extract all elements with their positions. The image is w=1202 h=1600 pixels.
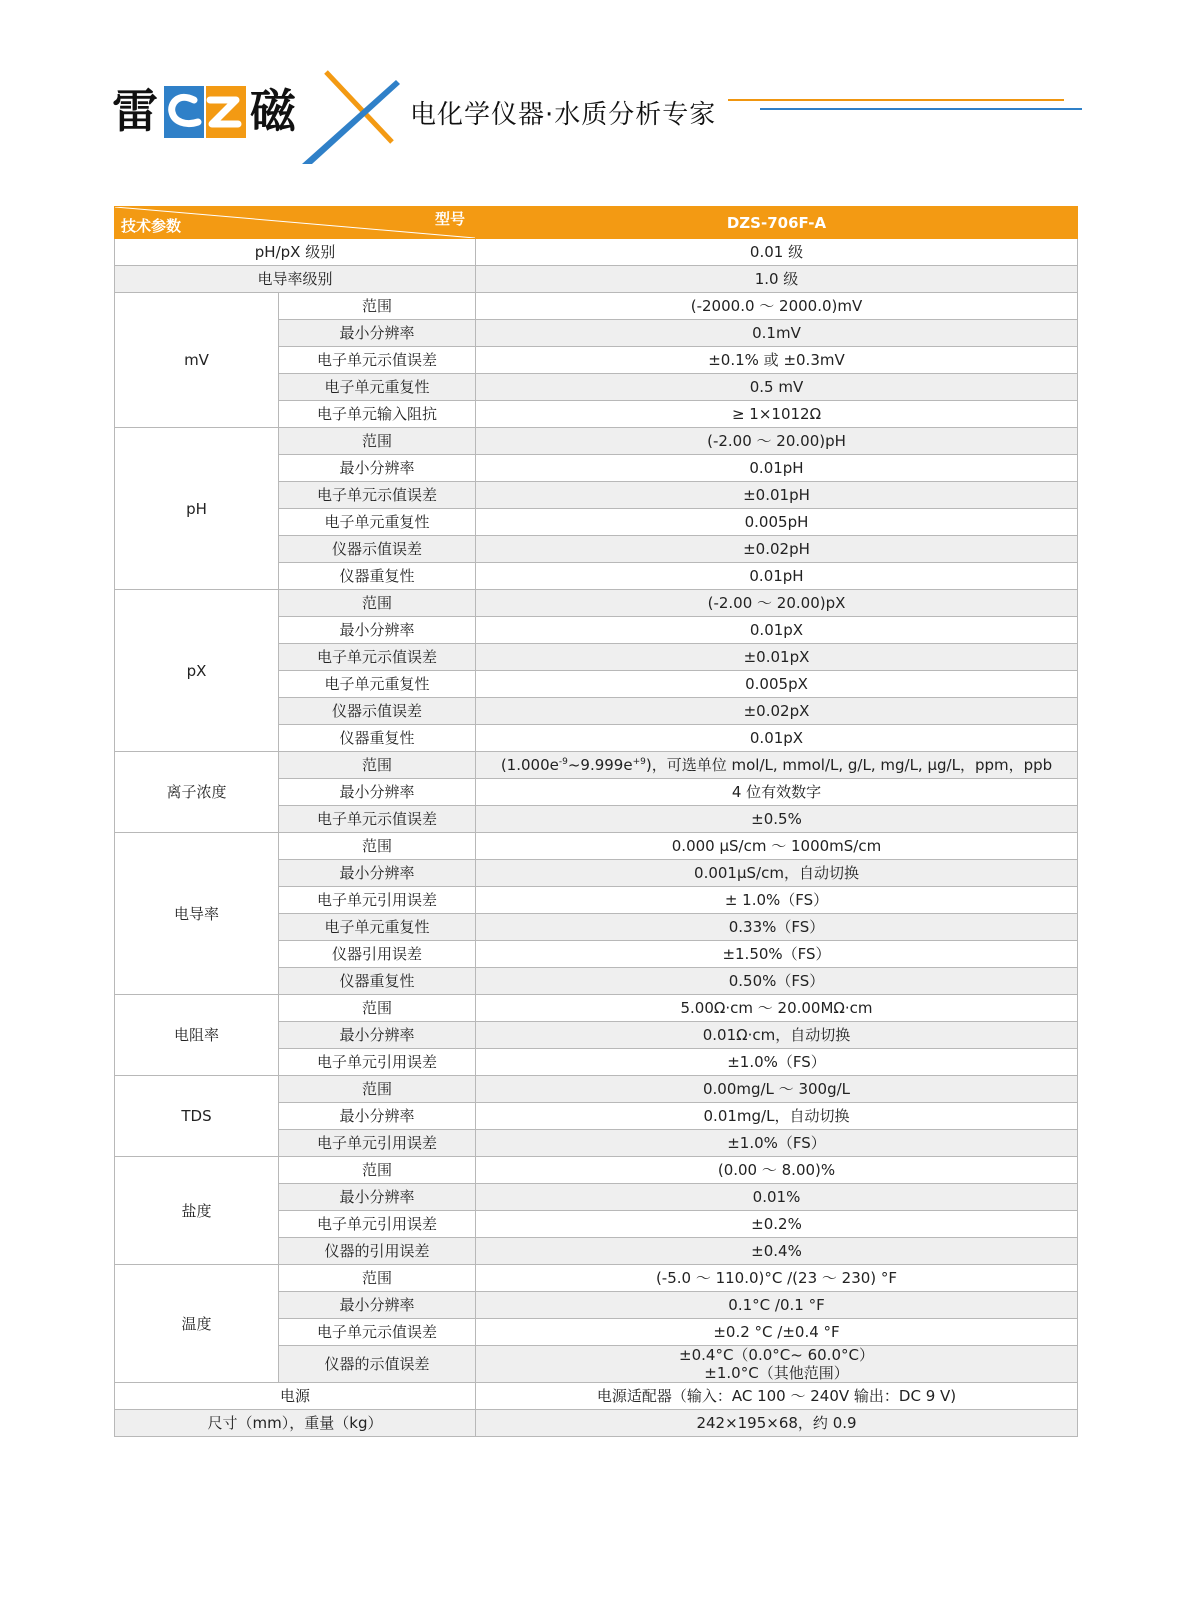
value-cell: 0.50%（FS）	[476, 968, 1078, 995]
value-cell: 0.01Ω·cm，自动切换	[476, 1022, 1078, 1049]
value-cell: 0.01pH	[476, 563, 1078, 590]
table-row	[115, 590, 1078, 617]
param-cell: 最小分辨率	[279, 860, 476, 887]
slogan: 电化学仪器·水质分析专家	[410, 100, 717, 130]
header-rule-blue	[760, 108, 1082, 110]
param-cell: 仪器重复性	[279, 563, 476, 590]
param-cell: 电子单元引用误差	[279, 1130, 476, 1157]
param-cell: 电子单元重复性	[279, 914, 476, 941]
param-cell: 仪器重复性	[279, 725, 476, 752]
param-cell: 最小分辨率	[279, 617, 476, 644]
param-cell: 仪器示值误差	[279, 698, 476, 725]
category-cell: TDS	[115, 1076, 279, 1157]
param-cell: 电子单元引用误差	[279, 887, 476, 914]
value-cell: (0.00 ～ 8.00)%	[476, 1157, 1078, 1184]
value-cell: 0.01pX	[476, 617, 1078, 644]
brand-char-left: 雷	[112, 84, 158, 138]
brand-logo-icon	[164, 86, 246, 138]
param-cell: 电源	[115, 1383, 476, 1410]
value-cell: ±0.2 °C /±0.4 °F	[476, 1319, 1078, 1346]
value-cell: ±0.1% 或 ±0.3mV	[476, 347, 1078, 374]
value-cell: 0.000 μS/cm ～ 1000mS/cm	[476, 833, 1078, 860]
value-cell: 0.33%（FS）	[476, 914, 1078, 941]
table-row	[115, 833, 1078, 860]
brand-cross-icon	[300, 68, 412, 166]
value-cell: 0.1mV	[476, 320, 1078, 347]
param-cell: 范围	[279, 1157, 476, 1184]
value-cell: 0.005pX	[476, 671, 1078, 698]
param-cell: 仪器的引用误差	[279, 1238, 476, 1265]
ion-range-exp-min: -9	[558, 757, 568, 767]
value-cell: ≥ 1×1012Ω	[476, 401, 1078, 428]
value-cell: ±0.02pX	[476, 698, 1078, 725]
table-row	[115, 752, 1078, 779]
param-cell: 范围	[279, 833, 476, 860]
value-cell: 0.00mg/L ～ 300g/L	[476, 1076, 1078, 1103]
ion-range-units: )，可选单位 mol/L, mmol/L, g/L, mg/L, μg/L，ppm，ppb	[645, 756, 1053, 774]
category-cell: mV	[115, 293, 279, 428]
param-cell: 范围	[279, 590, 476, 617]
value-cell: (-2.00 ～ 20.00)pH	[476, 428, 1078, 455]
value-cell: 242×195×68，约 0.9	[476, 1410, 1078, 1437]
param-cell: 最小分辨率	[279, 1184, 476, 1211]
header-corner-cell	[115, 207, 476, 239]
category-cell: pH	[115, 428, 279, 590]
category-cell: pX	[115, 590, 279, 752]
param-cell: 最小分辨率	[279, 1022, 476, 1049]
value-cell: 0.01pH	[476, 455, 1078, 482]
param-cell: 电子单元示值误差	[279, 482, 476, 509]
value-cell: (-2.00 ～ 20.00)pX	[476, 590, 1078, 617]
param-cell: 电子单元重复性	[279, 509, 476, 536]
value-cell: 0.01mg/L，自动切换	[476, 1103, 1078, 1130]
param-cell: 范围	[279, 752, 476, 779]
header-rule-orange	[728, 99, 1064, 101]
table-row	[115, 1265, 1078, 1292]
spec-table	[114, 206, 1078, 1437]
category-cell: 离子浓度	[115, 752, 279, 833]
param-cell: pH/pX 级别	[115, 239, 476, 266]
param-cell: 仪器示值误差	[279, 536, 476, 563]
category-cell: 温度	[115, 1265, 279, 1383]
table-row	[115, 266, 1078, 293]
value-cell: 0.01%	[476, 1184, 1078, 1211]
param-cell: 电子单元重复性	[279, 374, 476, 401]
brand-char-right: 磁	[250, 84, 296, 138]
value-cell: ±0.01pH	[476, 482, 1078, 509]
table-row	[115, 293, 1078, 320]
param-cell: 电子单元输入阻抗	[279, 401, 476, 428]
page-header	[0, 0, 1202, 180]
value-cell: ±0.2%	[476, 1211, 1078, 1238]
param-cell: 电子单元示值误差	[279, 1319, 476, 1346]
value-cell: (-5.0 ～ 110.0)°C /(23 ～ 230) °F	[476, 1265, 1078, 1292]
param-cell: 尺寸（mm），重量（kg）	[115, 1410, 476, 1437]
value-cell: 1.0 级	[476, 266, 1078, 293]
value-cell: 0.001μS/cm，自动切换	[476, 860, 1078, 887]
value-cell: ±0.01pX	[476, 644, 1078, 671]
value-cell	[476, 1346, 1078, 1383]
table-row	[115, 995, 1078, 1022]
value-cell: ±1.0%（FS）	[476, 1049, 1078, 1076]
category-cell: 盐度	[115, 1157, 279, 1265]
param-cell: 仪器重复性	[279, 968, 476, 995]
value-cell: ± 1.0%（FS）	[476, 887, 1078, 914]
param-cell: 电子单元示值误差	[279, 347, 476, 374]
table-row	[115, 1383, 1078, 1410]
value-cell: ±0.02pH	[476, 536, 1078, 563]
param-cell: 仪器引用误差	[279, 941, 476, 968]
param-cell: 范围	[279, 1265, 476, 1292]
param-cell: 最小分辨率	[279, 779, 476, 806]
param-cell: 仪器的示值误差	[279, 1346, 476, 1383]
param-cell: 最小分辨率	[279, 320, 476, 347]
ion-range-exp-max: +9	[632, 757, 646, 767]
param-cell: 电导率级别	[115, 266, 476, 293]
category-cell: 电导率	[115, 833, 279, 995]
value-cell: (-2000.0 ～ 2000.0)mV	[476, 293, 1078, 320]
param-cell: 电子单元重复性	[279, 671, 476, 698]
param-cell: 最小分辨率	[279, 455, 476, 482]
param-cell: 范围	[279, 428, 476, 455]
param-cell: 电子单元引用误差	[279, 1211, 476, 1238]
value-cell: 电源适配器（输入：AC 100 ～ 240V 输出：DC 9 V)	[476, 1383, 1078, 1410]
table-row	[115, 239, 1078, 266]
value-cell: 0.5 mV	[476, 374, 1078, 401]
value-cell: 0.01 级	[476, 239, 1078, 266]
param-cell: 电子单元示值误差	[279, 806, 476, 833]
value-cell: ±0.5%	[476, 806, 1078, 833]
table-row	[115, 1410, 1078, 1437]
temp-error-line-2: ±1.0°C（其他范围）	[704, 1364, 849, 1382]
param-cell: 范围	[279, 995, 476, 1022]
value-cell: ±1.50%（FS）	[476, 941, 1078, 968]
category-cell: 电阻率	[115, 995, 279, 1076]
table-header-row	[115, 207, 1078, 239]
param-cell: 电子单元示值误差	[279, 644, 476, 671]
param-cell: 最小分辨率	[279, 1103, 476, 1130]
header-model-label: 型号	[434, 210, 465, 228]
param-cell: 电子单元引用误差	[279, 1049, 476, 1076]
temp-error-line-1: ±0.4°C（0.0°C~ 60.0°C）	[679, 1346, 874, 1364]
value-cell	[476, 752, 1078, 779]
ion-range-prefix: (1.000e	[500, 756, 559, 774]
value-cell: ±1.0%（FS）	[476, 1130, 1078, 1157]
value-cell: 0.005pH	[476, 509, 1078, 536]
value-cell: 5.00Ω·cm ～ 20.00MΩ·cm	[476, 995, 1078, 1022]
param-cell: 最小分辨率	[279, 1292, 476, 1319]
param-cell: 范围	[279, 293, 476, 320]
value-cell: 0.1°C /0.1 °F	[476, 1292, 1078, 1319]
value-cell: 4 位有效数字	[476, 779, 1078, 806]
table-row	[115, 1157, 1078, 1184]
ion-range-middle: ~9.999e	[567, 756, 633, 774]
param-cell: 范围	[279, 1076, 476, 1103]
value-cell: ±0.4%	[476, 1238, 1078, 1265]
value-cell: 0.01pX	[476, 725, 1078, 752]
table-row	[115, 1076, 1078, 1103]
header-model-value: DZS-706F-A	[476, 207, 1078, 239]
table-row	[115, 428, 1078, 455]
header-params-label: 技术参数	[121, 217, 182, 235]
